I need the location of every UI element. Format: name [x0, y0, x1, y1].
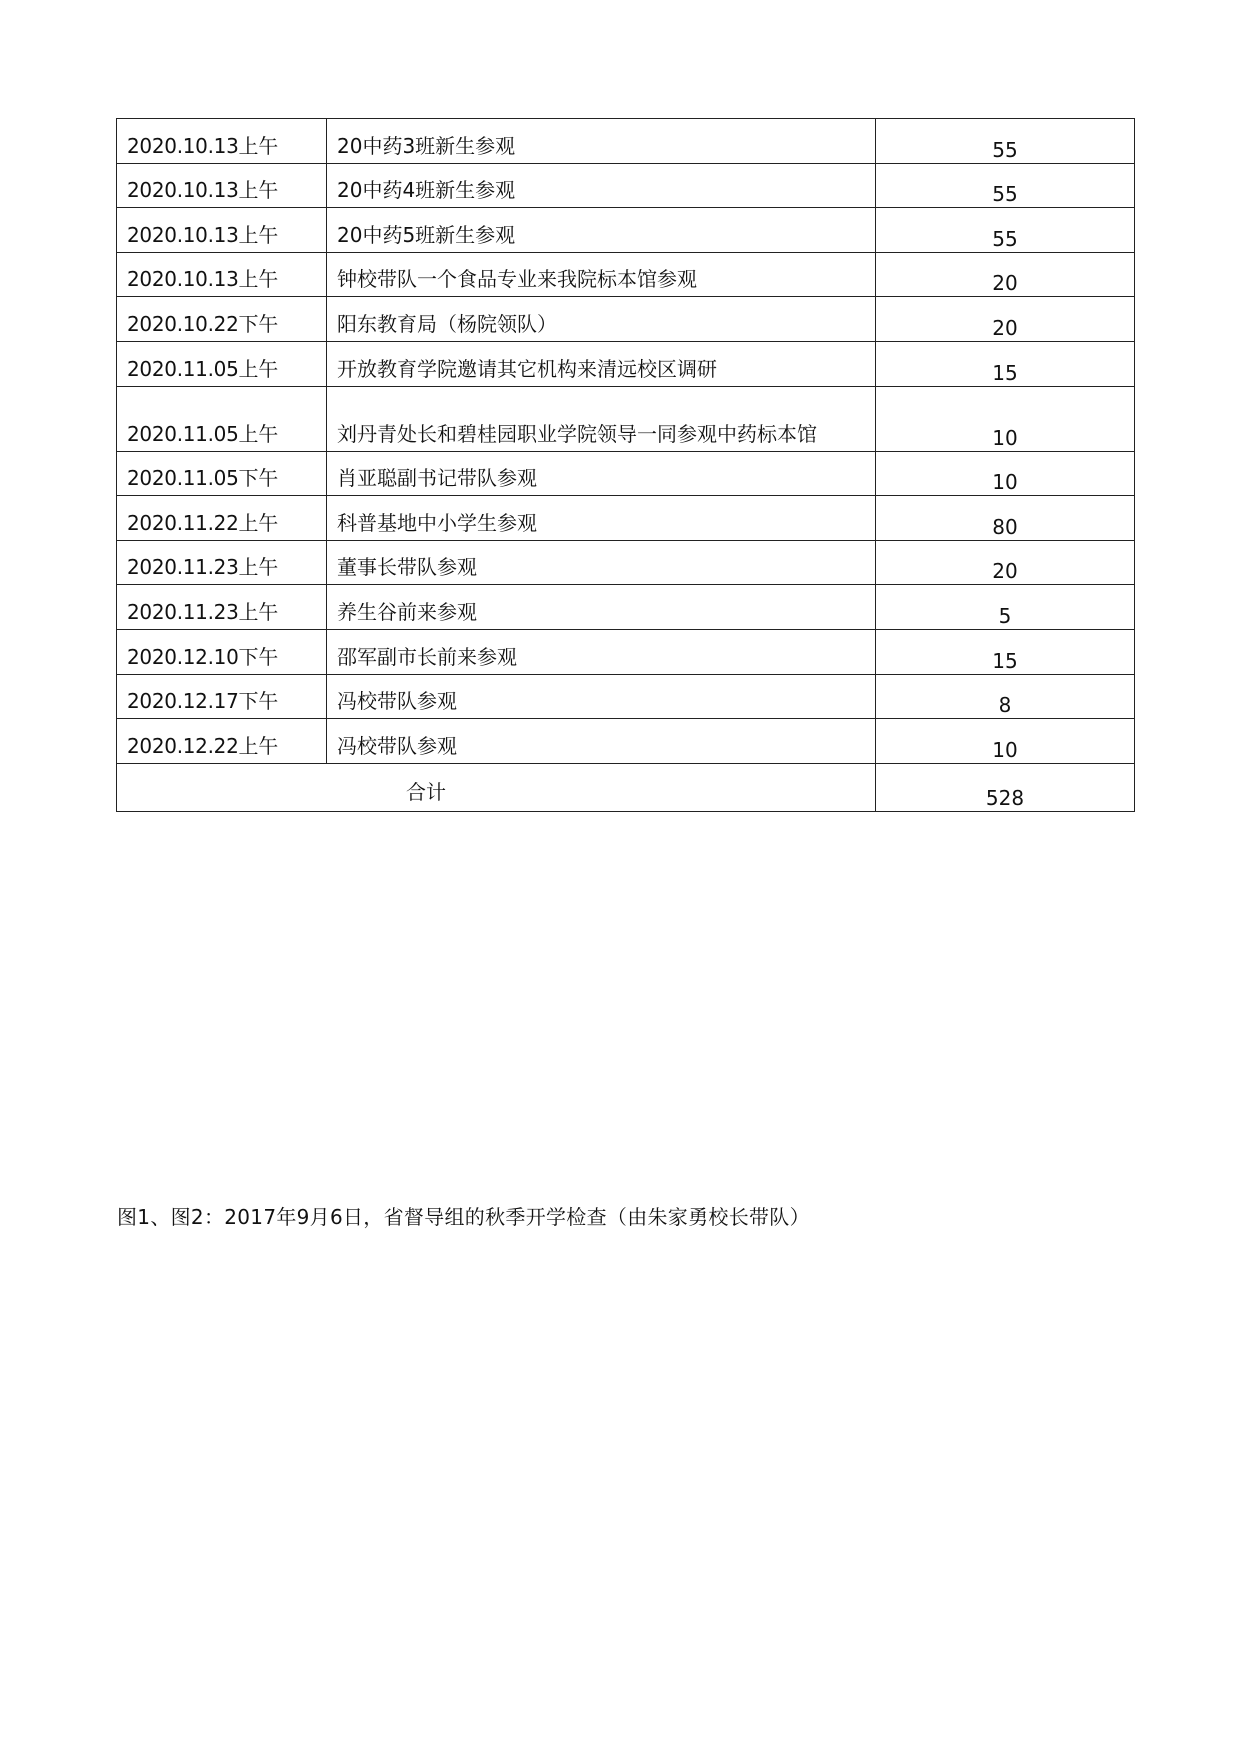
table-row: [117, 163, 1135, 208]
description-cell: 董事长带队参观: [327, 540, 876, 585]
total-value: 528: [876, 763, 1135, 811]
date-cell: 2020.10.13上午: [117, 163, 327, 208]
table-row: [117, 674, 1135, 719]
count-cell: 10: [876, 719, 1135, 764]
description-cell: 钟校带队一个食品专业来我院标本馆参观: [327, 252, 876, 297]
date-cell: 2020.12.10下午: [117, 629, 327, 674]
description-cell: 20中药3班新生参观: [327, 119, 876, 164]
date-cell: 2020.10.13上午: [117, 208, 327, 253]
description-cell: 20中药4班新生参观: [327, 163, 876, 208]
total-label: 合计: [117, 763, 876, 811]
count-cell: 55: [876, 119, 1135, 164]
description-cell: 冯校带队参观: [327, 674, 876, 719]
table-row: [117, 119, 1135, 164]
visit-records-table: [116, 118, 1135, 812]
description-cell: 邵军副市长前来参观: [327, 629, 876, 674]
table-row: [117, 386, 1135, 451]
table-row: [117, 341, 1135, 386]
count-cell: 10: [876, 386, 1135, 451]
count-cell: 15: [876, 341, 1135, 386]
count-cell: 80: [876, 496, 1135, 541]
date-cell: 2020.11.22上午: [117, 496, 327, 541]
date-cell: 2020.11.23上午: [117, 540, 327, 585]
date-cell: 2020.11.05上午: [117, 341, 327, 386]
count-cell: 5: [876, 585, 1135, 630]
description-cell: 开放教育学院邀请其它机构来清远校区调研: [327, 341, 876, 386]
figure-caption: 图1、图2：2017年9月6日，省督导组的秋季开学检查（由朱家勇校长带队）: [117, 1205, 810, 1229]
total-row: [117, 763, 1135, 811]
count-cell: 20: [876, 252, 1135, 297]
count-cell: 55: [876, 208, 1135, 253]
description-cell: 20中药5班新生参观: [327, 208, 876, 253]
date-cell: 2020.10.13上午: [117, 252, 327, 297]
table-row: [117, 297, 1135, 342]
date-cell: 2020.11.05上午: [117, 386, 327, 451]
description-cell: 阳东教育局（杨院领队）: [327, 297, 876, 342]
count-cell: 15: [876, 629, 1135, 674]
table-row: [117, 252, 1135, 297]
date-cell: 2020.11.05下午: [117, 451, 327, 496]
date-cell: 2020.12.17下午: [117, 674, 327, 719]
table-row: [117, 208, 1135, 253]
table-row: [117, 496, 1135, 541]
date-cell: 2020.11.23上午: [117, 585, 327, 630]
table-row: [117, 540, 1135, 585]
table-row: [117, 629, 1135, 674]
count-cell: 55: [876, 163, 1135, 208]
description-cell: 冯校带队参观: [327, 719, 876, 764]
description-cell: 肖亚聪副书记带队参观: [327, 451, 876, 496]
description-cell: 养生谷前来参观: [327, 585, 876, 630]
date-cell: 2020.10.22下午: [117, 297, 327, 342]
table-row: [117, 451, 1135, 496]
table-row: [117, 719, 1135, 764]
description-cell: 科普基地中小学生参观: [327, 496, 876, 541]
date-cell: 2020.12.22上午: [117, 719, 327, 764]
count-cell: 10: [876, 451, 1135, 496]
description-cell: 刘丹青处长和碧桂园职业学院领导一同参观中药标本馆: [327, 386, 876, 451]
count-cell: 20: [876, 297, 1135, 342]
count-cell: 8: [876, 674, 1135, 719]
count-cell: 20: [876, 540, 1135, 585]
date-cell: 2020.10.13上午: [117, 119, 327, 164]
table-row: [117, 585, 1135, 630]
